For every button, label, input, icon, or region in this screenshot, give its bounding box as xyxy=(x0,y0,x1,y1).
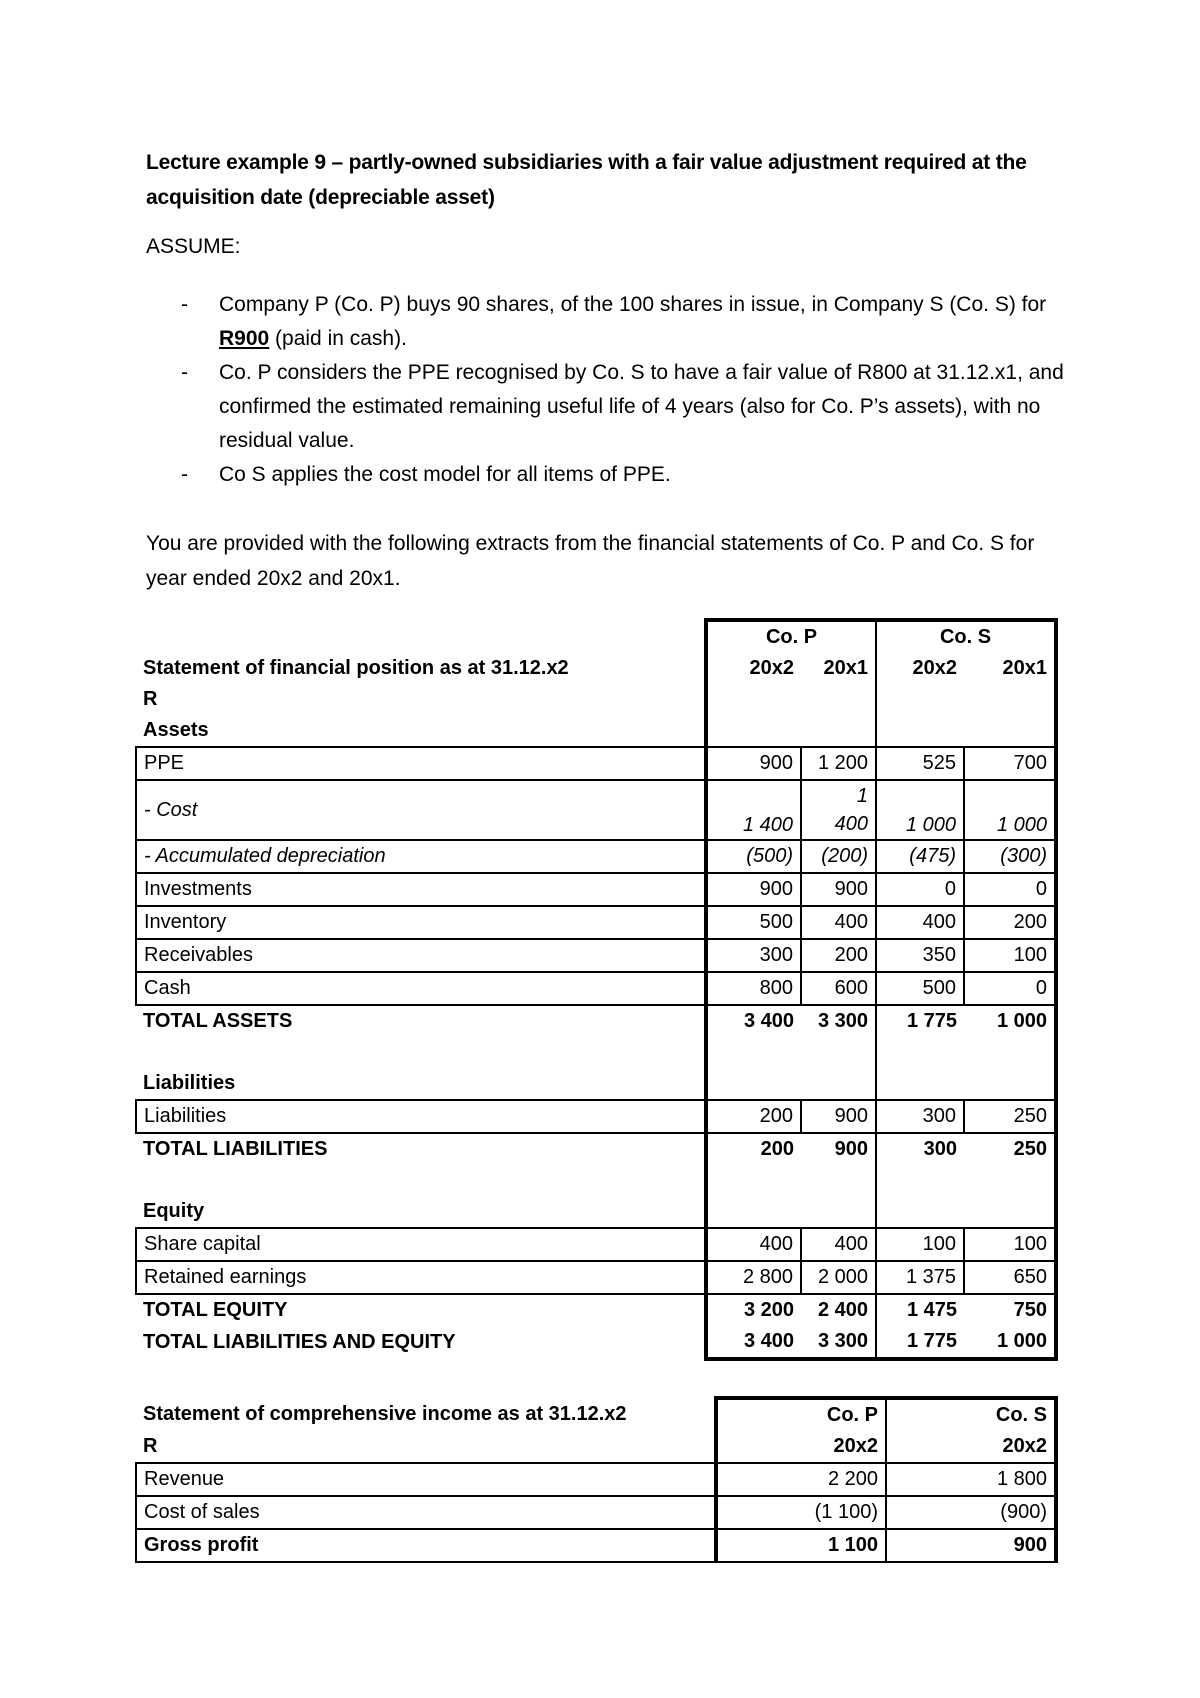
cell-value: (500) xyxy=(706,840,801,873)
bullet-dash: - xyxy=(181,293,188,316)
cell-value: 250 xyxy=(964,1100,1056,1133)
table-row xyxy=(136,939,1056,972)
year-header: 20x2 xyxy=(706,653,801,684)
table-row xyxy=(136,653,1056,684)
row-label: Inventory xyxy=(136,906,706,939)
bullet-text: Co S applies the cost model for all items of PPE. xyxy=(219,463,671,486)
cell-value: (200) xyxy=(801,840,876,873)
row-label: TOTAL LIABILITIES AND EQUITY xyxy=(143,1331,456,1353)
cell-value: 200 xyxy=(706,1133,801,1165)
cell-value: 300 xyxy=(876,1100,964,1133)
cell-value: 2 000 xyxy=(801,1261,876,1294)
col-header-p: Co. P xyxy=(716,1398,886,1431)
cell-value: (300) xyxy=(964,840,1056,873)
cell-value: 0 xyxy=(964,873,1056,906)
table-row xyxy=(136,972,1056,1005)
cell-value: 0 xyxy=(876,873,964,906)
table-row xyxy=(136,1196,1056,1228)
bullet-text-end: (paid in cash). xyxy=(269,327,407,350)
intro-paragraph: You are provided with the following extracts from the financial statements of Co. P and Co. S for year ended 20x2 and 20x1. xyxy=(146,532,1035,590)
cell-value: 700 xyxy=(964,747,1056,780)
table-row xyxy=(136,1496,1056,1529)
cell-value: 2 200 xyxy=(716,1463,886,1496)
row-label: Cash xyxy=(136,972,706,1005)
table-row xyxy=(136,840,1056,873)
table-row xyxy=(136,1228,1056,1261)
row-label: Liabilities xyxy=(136,1100,706,1133)
cell-value: 400 xyxy=(706,1228,801,1261)
sofp-table xyxy=(135,618,1058,1361)
table-row xyxy=(136,780,1056,840)
table-row xyxy=(136,1431,1056,1463)
sofp-title: Statement of financial position as at 31.12.x2 xyxy=(143,657,569,679)
year-header: 20x1 xyxy=(801,653,876,684)
bullet-dash: - xyxy=(181,463,188,486)
cell-value: 1 000 xyxy=(964,780,1056,840)
bullet-text: Co. P considers the PPE recognised by Co. S to have a fair value of R800 at 31.12.x1, and confirmed the estimated remaining useful life of 4 years (also for Co. P’s assets), with no residual value. xyxy=(219,361,1064,452)
table-row xyxy=(136,1398,1056,1431)
list-item xyxy=(146,288,1076,356)
cell-value: 1 800 xyxy=(886,1463,1056,1496)
cell-value: 900 xyxy=(801,1100,876,1133)
cell-value: 1 200 xyxy=(801,747,876,780)
row-label: TOTAL LIABILITIES xyxy=(143,1138,328,1160)
cell-value: 750 xyxy=(964,1294,1056,1326)
row-label: Receivables xyxy=(136,939,706,972)
list-item xyxy=(146,356,1076,458)
cell-value: 900 xyxy=(706,873,801,906)
cell-value: 800 xyxy=(706,972,801,1005)
table-row xyxy=(136,684,1056,715)
cell-value: 1 000 xyxy=(964,1005,1056,1037)
table-row xyxy=(136,1261,1056,1294)
cell-value: 3 400 xyxy=(706,1005,801,1037)
cell-value: 3 200 xyxy=(706,1294,801,1326)
cell-value: 250 xyxy=(964,1133,1056,1165)
table-row xyxy=(136,1037,1056,1068)
cell-value: (1 100) xyxy=(716,1496,886,1529)
row-label: Gross profit xyxy=(136,1529,716,1562)
table-row xyxy=(136,1100,1056,1133)
cell-value: 1 475 xyxy=(906,1299,957,1321)
list-item xyxy=(146,458,1076,492)
year-header: 20x2 xyxy=(886,1431,1056,1463)
group-header-p: Co. P xyxy=(706,620,876,653)
assumption-list xyxy=(146,288,1076,492)
section-heading: Liabilities xyxy=(143,1072,236,1094)
cell-value: 200 xyxy=(706,1100,801,1133)
year-header: 20x2 xyxy=(912,657,957,679)
cell-value: 525 xyxy=(876,747,964,780)
cell-value: 350 xyxy=(876,939,964,972)
table-row xyxy=(136,906,1056,939)
table-row xyxy=(136,1005,1056,1037)
cell-value: 400 xyxy=(801,906,876,939)
cell-value: 1 775 xyxy=(876,1326,964,1359)
cell-value: 3 300 xyxy=(801,1326,876,1359)
cell-value: 3 300 xyxy=(801,1005,876,1037)
cell-value: 600 xyxy=(801,972,876,1005)
cell-value: 1 375 xyxy=(876,1261,964,1294)
table-row xyxy=(136,1294,1056,1326)
cell-value: 500 xyxy=(876,972,964,1005)
cell-value: 400 xyxy=(801,1228,876,1261)
cell-value: 200 xyxy=(801,939,876,972)
page-title: Lecture example 9 – partly-owned subsidiaries with a fair value adjustment required at the acquisition date (depreciable asset) xyxy=(146,151,1027,209)
currency-label: R xyxy=(143,688,158,710)
cell-value: 1 000 xyxy=(964,1326,1056,1359)
table-row xyxy=(136,715,1056,747)
row-label: Share capital xyxy=(136,1228,706,1261)
bullet-dash: - xyxy=(181,361,188,384)
cell-value: 900 xyxy=(706,747,801,780)
assume-label: ASSUME: xyxy=(146,235,241,258)
row-label: TOTAL EQUITY xyxy=(143,1299,288,1321)
row-label: PPE xyxy=(136,747,706,780)
bullet-text: Company P (Co. P) buys 90 shares, of the 100 shares in issue, in Company S (Co. S) for xyxy=(219,293,1047,316)
row-label: - Cost xyxy=(136,780,706,840)
cell-value: 2 400 xyxy=(801,1294,876,1326)
table-row xyxy=(136,1165,1056,1196)
cell-value: 100 xyxy=(876,1228,964,1261)
year-header: 20x2 xyxy=(716,1431,886,1463)
cell-value: 900 xyxy=(801,873,876,906)
row-label: Cost of sales xyxy=(136,1496,716,1529)
cell-value: 2 800 xyxy=(706,1261,801,1294)
cell-value: 1 000 xyxy=(876,780,964,840)
cell-value: 650 xyxy=(964,1261,1056,1294)
col-header-s: Co. S xyxy=(886,1398,1056,1431)
cell-value xyxy=(801,780,876,840)
cell-value: 100 xyxy=(964,939,1056,972)
soci-table xyxy=(135,1396,1058,1563)
section-heading: Assets xyxy=(143,719,209,741)
cell-value: 3 400 xyxy=(706,1326,801,1359)
cell-value: 0 xyxy=(964,972,1056,1005)
row-label: TOTAL ASSETS xyxy=(143,1010,293,1032)
bullet-emphasis: R900 xyxy=(219,327,270,350)
soci-title: Statement of comprehensive income as at 31.12.x2 xyxy=(143,1403,627,1425)
cell-value: 1 100 xyxy=(716,1529,886,1562)
table-row xyxy=(136,747,1056,780)
cell-value: 400 xyxy=(876,906,964,939)
table-row xyxy=(136,1133,1056,1165)
currency-label: R xyxy=(143,1435,158,1457)
cell-value: 1 400 xyxy=(706,780,801,840)
table-row xyxy=(136,1326,1056,1359)
cell-value: (475) xyxy=(876,840,964,873)
row-label: Revenue xyxy=(136,1463,716,1496)
row-label: Investments xyxy=(136,873,706,906)
cell-value: 100 xyxy=(964,1228,1056,1261)
cell-value: 900 xyxy=(886,1529,1056,1562)
cell-value: 900 xyxy=(801,1133,876,1165)
table-row xyxy=(136,1068,1056,1100)
cell-value: 300 xyxy=(923,1138,957,1160)
row-label: Retained earnings xyxy=(136,1261,706,1294)
cell-value-line: 1 xyxy=(856,785,868,807)
table-row xyxy=(136,1463,1056,1496)
table-row xyxy=(136,620,1056,653)
year-header: 20x1 xyxy=(964,653,1056,684)
group-header-s: Co. S xyxy=(876,620,1056,653)
cell-value: 1 775 xyxy=(906,1010,957,1032)
cell-value-line: 400 xyxy=(834,813,868,835)
cell-value: 500 xyxy=(706,906,801,939)
cell-value: 200 xyxy=(964,906,1056,939)
section-heading: Equity xyxy=(143,1200,205,1222)
row-label: - Accumulated depreciation xyxy=(136,840,706,873)
cell-value: 300 xyxy=(706,939,801,972)
table-row xyxy=(136,1529,1056,1562)
table-row xyxy=(136,873,1056,906)
cell-value: (900) xyxy=(886,1496,1056,1529)
